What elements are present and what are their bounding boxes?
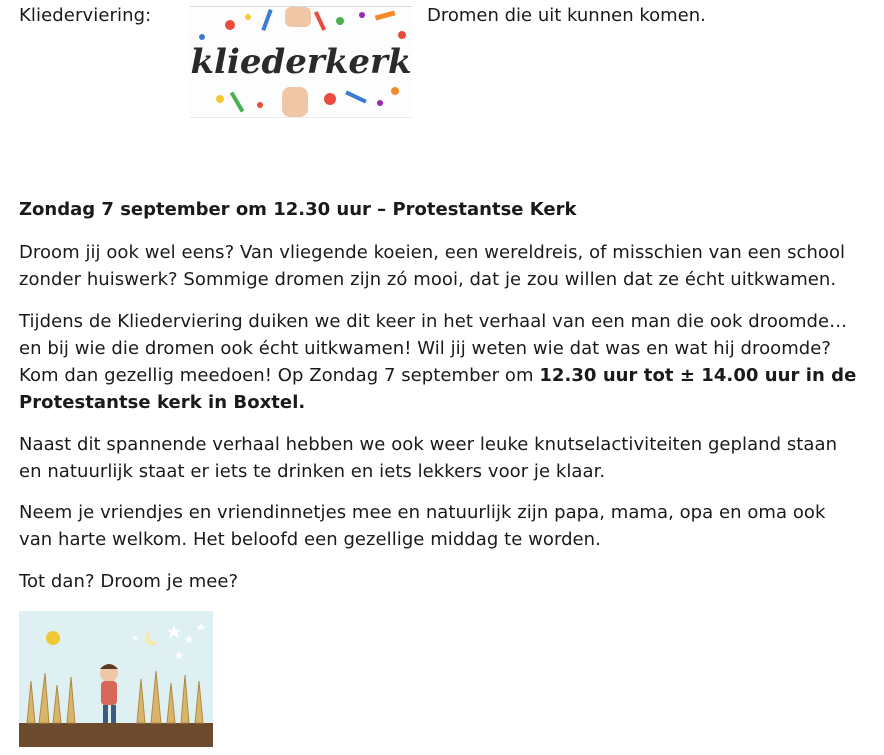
header-row — [19, 0, 864, 120]
logo-text: kliederkerk — [190, 42, 412, 82]
paragraph-story — [19, 308, 864, 416]
document-page — [19, 0, 864, 592]
kliederkerk-logo — [190, 6, 412, 118]
paragraph-story-text: Tijdens de Kliederviering duiken we dit keer in het verhaal van een man die ook droomde… en bij wie die dromen ook écht uitkwamen! Wil jij weten wie dat was en wat hij droomde? Kom dan gezellig meedoen! Op Zondag 7 september om — [19, 311, 848, 386]
dreaming-child-illustration — [19, 611, 213, 747]
paragraph-invite: Neem je vriendjes en vriendinnetjes mee en natuurlijk zijn papa, mama, opa en oma ook van harte welkom. Het beloofd een gezellige middag te worden. — [19, 502, 826, 550]
paragraph-story-time: 12.30 uur tot ± 14.00 uur in de Protestantse kerk in Boxtel. — [19, 365, 857, 413]
paragraph-intro: Droom jij ook wel eens? Van vliegende koeien, een wereldreis, of misschien van een school zonder huiswerk? Sommige dromen zijn zó mooi, dat je zou willen dat ze écht uitkwamen. — [19, 242, 846, 290]
tagline: Dromen die uit kunnen komen. — [427, 5, 706, 26]
dreaming-child-icon — [19, 611, 213, 747]
event-heading: Zondag 7 september om 12.30 uur – Protestantse Kerk — [19, 199, 577, 220]
paragraph-closing: Tot dan? Droom je mee? — [19, 571, 239, 592]
paragraph-activities: Naast dit spannende verhaal hebben we ook weer leuke knutselactiviteiten gepland staan en natuurlijk staat er iets te drinken en iets lekkers voor je klaar. — [19, 434, 838, 482]
kliederkerk-logo-icon — [190, 7, 412, 117]
intro-label: Kliederviering: — [19, 5, 152, 26]
